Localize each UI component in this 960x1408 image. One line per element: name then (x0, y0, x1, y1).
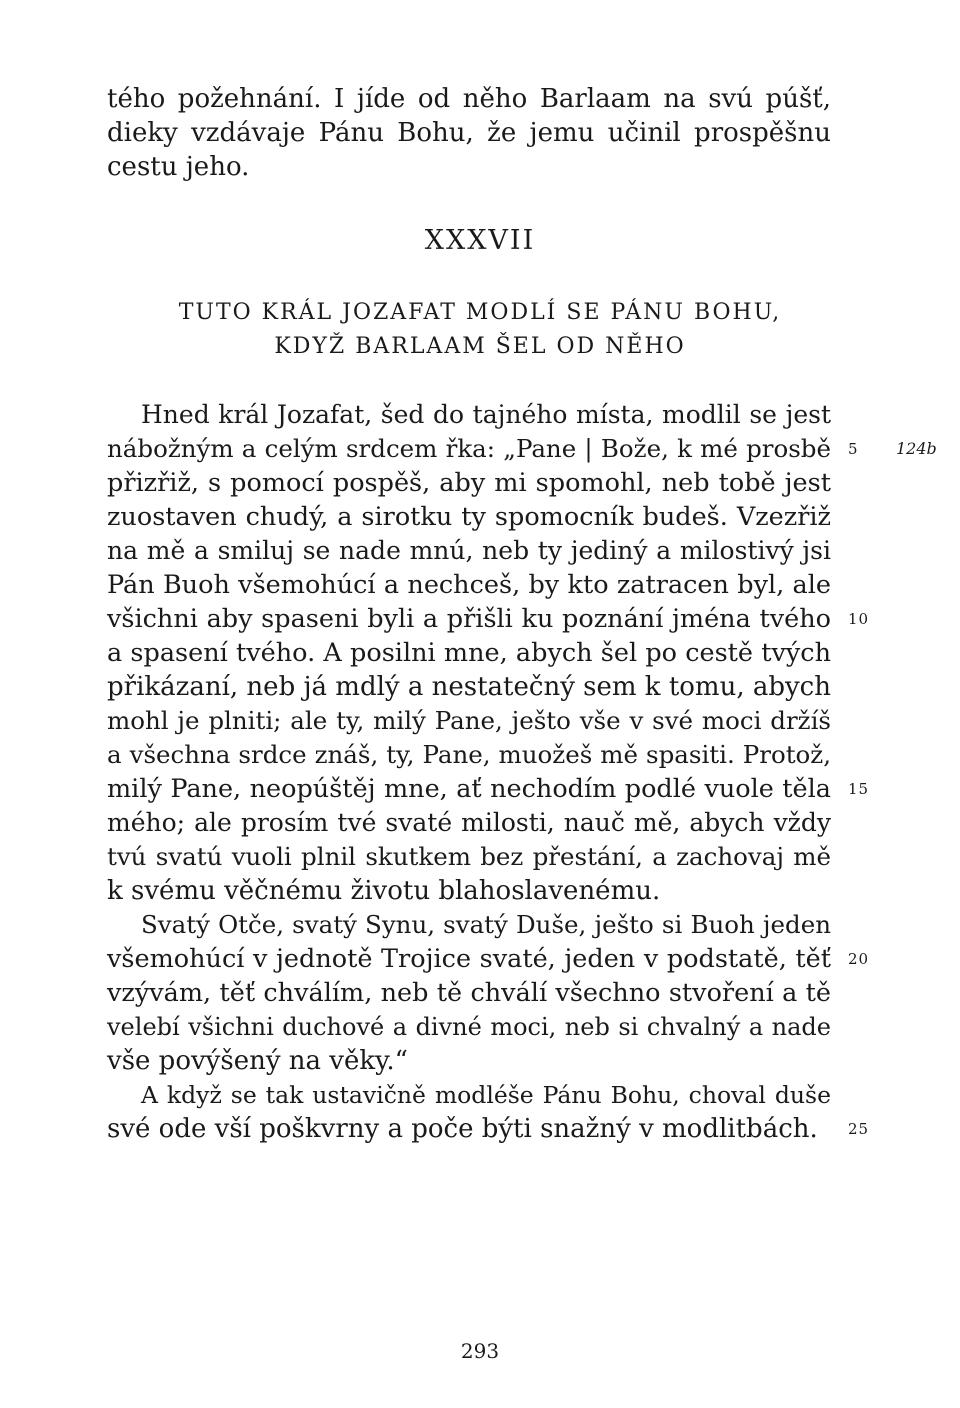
text-line: tého požehnání. I jíde od něho Barlaam na svú púšť, (107, 84, 831, 114)
text-line: Hned král Jozafat, šed do tajného místa, modlil se jest (141, 400, 831, 429)
text-line: zuostaven chudý, a sirotku ty spomocník budeš. Vzezřiž (107, 502, 831, 532)
text-line: A když se tak ustavičně modléše Pánu Bohu, choval duše (141, 1081, 831, 1109)
text-line: na mě a smiluj se nade mnú, neb ty jediný a milostivý jsi (107, 536, 831, 565)
chapter-number: XXXVII (424, 225, 536, 256)
text-line: Svatý Otče, svatý Synu, svatý Duše, ješto si Buoh jeden (141, 910, 831, 939)
text-line: nábožným a celým srdcem řka: „Pane | Bože, k mé prosbě (107, 434, 831, 463)
margin-line-number: 10 (848, 610, 870, 628)
margin-line-number: 5 (848, 440, 859, 458)
chapter-heading (0, 296, 960, 364)
text-line: vše povýšený na věky.“ (107, 1046, 408, 1076)
intro-paragraph (107, 82, 831, 184)
margin-line-number: 25 (848, 1120, 870, 1138)
text-line: všemohúcí v jednotě Trojice svaté, jeden v podstatě, těť (107, 944, 831, 974)
text-line: všichni aby spaseni byli a přišli ku poznání jména tvého (107, 604, 831, 634)
chapter-heading-line: TUTO KRÁL JOZAFAT MODLÍ SE PÁNU BOHU, (178, 300, 782, 325)
text-line: mohl je plniti; ale ty, milý Pane, ješto vše v své moci držíš (107, 706, 831, 735)
text-line: mého; ale prosím tvé svaté milosti, nauč mě, abych vždy (107, 808, 831, 837)
body-text (107, 398, 831, 1146)
text-line: a spasení tvého. A posilni mne, abych šel po cestě tvých (107, 638, 831, 668)
text-line: tvú svatú vuoli plnil skutkem bez přestání, a zachovaj mě (107, 842, 831, 871)
text-line: a všechna srdce znáš, ty, Pane, muožeš mě spasiti. Protož, (107, 740, 831, 769)
margin-folio-reference: 124b (896, 439, 937, 458)
text-line: vzývám, těť chválím, neb tě chválí všechno stvoření a tě (107, 978, 831, 1008)
text-line: přizřiž, s pomocí pospěš, aby mi spomohl, neb tobě jest (107, 468, 831, 498)
text-line: přikázaní, neb já mdlý a nestatečný sem k tomu, abych (107, 672, 831, 702)
text-line: k svému věčnému životu blahoslavenému. (107, 876, 661, 906)
page-number: 293 (460, 1339, 500, 1363)
text-line: cestu jeho. (107, 152, 250, 182)
margin-line-number: 15 (848, 780, 870, 798)
text-line: Pán Buoh všemohúcí a nechceš, by kto zatracen byl, ale (107, 570, 831, 600)
chapter-heading-line: KDYŽ BARLAAM ŠEL OD NĚHO (274, 334, 686, 359)
text-line: dieky vzdávaje Pánu Bohu, že jemu učinil prospěšnu (107, 118, 831, 148)
margin-line-number: 20 (848, 950, 870, 968)
text-line: své ode vší poškvrny a poče býti snažný v modlitbách. (107, 1114, 818, 1144)
text-line: milý Pane, neopúštěj mne, ať nechodím podlé vuole těla (107, 774, 831, 804)
text-line: velebí všichni duchové a divné moci, neb si chvalný a nade (107, 1013, 831, 1041)
